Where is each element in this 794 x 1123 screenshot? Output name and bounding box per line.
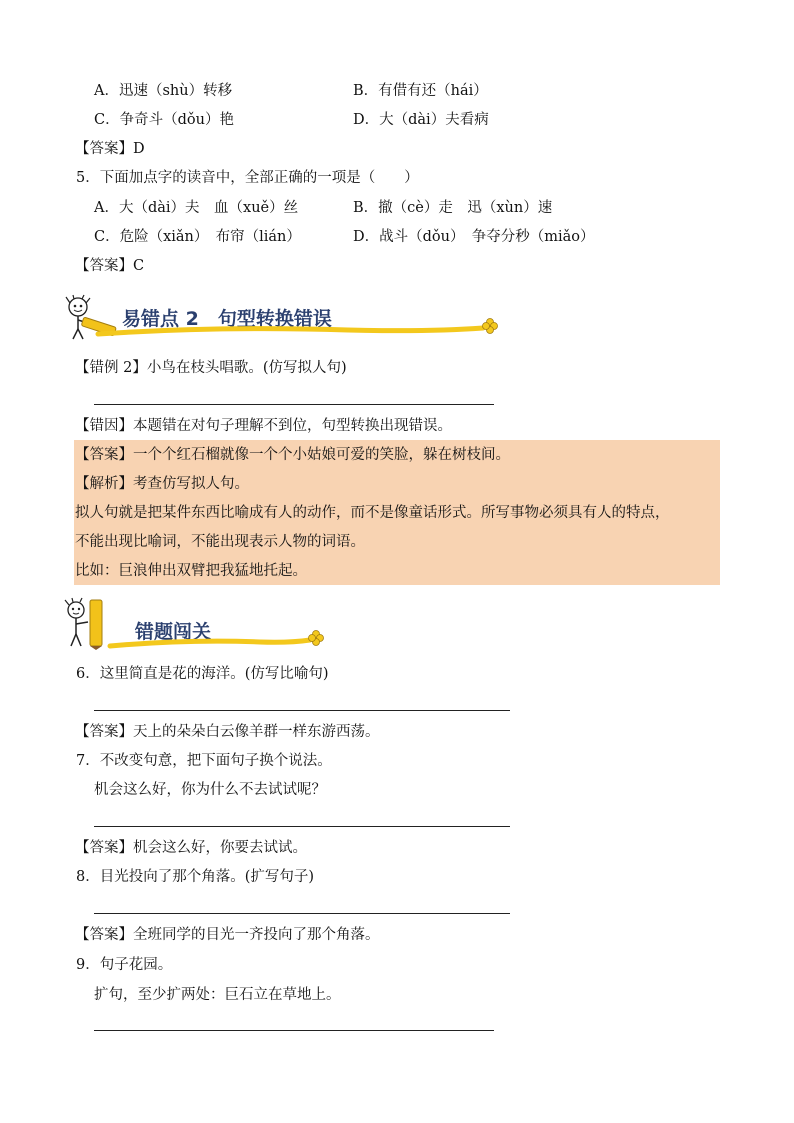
answer-tag: 【答案】 [75, 447, 133, 463]
cause-tag: 【错因】 [75, 418, 133, 434]
answer-text: 一个个红石榴就像一个个小姑娘可爱的笑脸，躲在树枝间。 [133, 447, 510, 463]
error-cause [75, 416, 452, 436]
answer-tag: 【答案】 [75, 927, 133, 943]
cause-text: 本题错在对句子理解不到位，句型转换出现错误。 [133, 418, 452, 434]
answer-blank-line [94, 1030, 494, 1031]
answer-text: C [133, 258, 145, 274]
q6-stem: 6．这里简直是花的海洋。(仿写比喻句) [76, 666, 329, 682]
yellow-underline-swoosh [110, 630, 330, 654]
answer-text: 天上的朵朵白云像羊群一样东游西荡。 [133, 724, 380, 740]
answer-tag: 【答案】 [75, 840, 133, 856]
q7-answer [75, 838, 307, 858]
q5-option-a: A．大（dài）夫 血（xuě）丝 [94, 200, 299, 216]
analysis-line-1: 拟人句就是把某件东西比喻成有人的动作，而不是像童话形式。所写事物必须具有人的特点， [75, 505, 670, 521]
q5-stem: 5．下面加点字的读音中，全部正确的一项是（ ） [76, 170, 419, 186]
q7-sentence: 机会这么好，你为什么不去试试呢？ [94, 782, 326, 798]
q5-answer [75, 256, 144, 276]
q5-option-b: B．撤（cè）走 迅（xùn）速 [353, 200, 553, 216]
answer-blank-line [94, 404, 494, 405]
answer-text: 全班同学的目光一齐投向了那个角落。 [133, 927, 380, 943]
analysis-line-2: 不能出现比喻词，不能出现表示人物的词语。 [75, 534, 365, 550]
q8-stem: 8．目光投向了那个角落。(扩写句子) [76, 869, 315, 885]
q4-option-d: D．大（dài）夫看病 [353, 112, 489, 128]
answer-blank-line [94, 913, 510, 914]
example-answer [75, 445, 510, 465]
yellow-underline-swoosh [98, 318, 508, 342]
q5-option-d: D．战斗（dǒu） 争夺分秒（miǎo） [353, 229, 595, 245]
section-title-error-point-2: 易错点 2 句型转换错误 [122, 308, 332, 330]
analysis-line-3: 比如：巨浪伸出双臂把我猛地托起。 [75, 563, 307, 579]
answer-blank-line [94, 710, 510, 711]
q4-option-b: B．有借有还（hái） [353, 83, 488, 99]
example-tag: 【错例 2】 [75, 360, 147, 376]
q4-option-a: A．迅速（shù）转移 [94, 83, 233, 99]
analysis-text: 考查仿写拟人句。 [133, 476, 249, 492]
example-text: 小鸟在枝头唱歌。(仿写拟人句) [146, 360, 347, 376]
q4-option-c: C．争奇斗（dǒu）艳 [94, 112, 234, 128]
answer-blank-line [94, 826, 510, 827]
q9-instruction: 扩句，至少扩两处：巨石立在草地上。 [94, 987, 341, 1003]
q9-stem: 9．句子花园。 [76, 957, 173, 973]
example-analysis [75, 474, 249, 494]
answer-tag: 【答案】 [75, 724, 133, 740]
q8-answer [75, 925, 380, 945]
analysis-tag: 【解析】 [75, 476, 133, 492]
q5-option-c: C．危险（xiǎn） 布帘（lián） [94, 229, 301, 245]
q4-answer [75, 139, 145, 159]
error-example [75, 358, 347, 378]
q6-answer [75, 722, 380, 742]
section-title-error-challenge: 错题闯关 [135, 621, 212, 643]
answer-tag: 【答案】 [75, 141, 133, 157]
answer-text: D [133, 141, 145, 157]
answer-tag: 【答案】 [75, 258, 133, 274]
answer-text: 机会这么好，你要去试试。 [133, 840, 307, 856]
cartoon-kid-with-pencil-icon [62, 598, 108, 650]
q7-stem: 7．不改变句意，把下面句子换个说法。 [76, 753, 332, 769]
